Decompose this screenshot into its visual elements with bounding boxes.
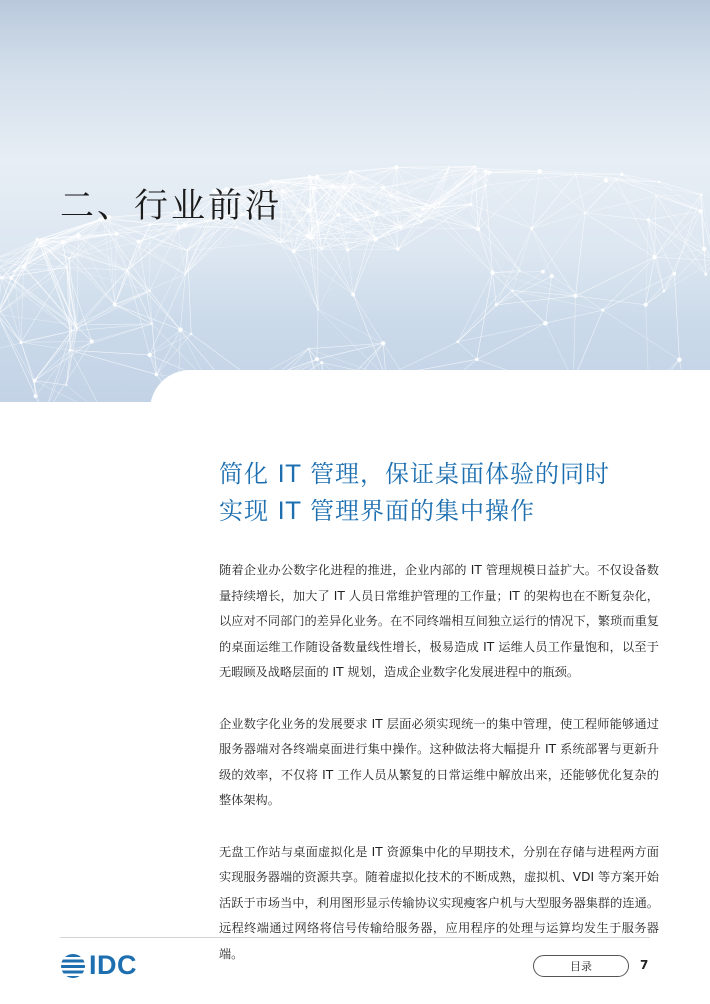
paragraph-1: 随着企业办公数字化进程的推进，企业内部的 IT 管理规模日益扩大。不仅设备数量持续增长，加大了 IT 人员日常维护管理的工作量；IT 的架构也在不断复杂化，以应对不同部门的差异化业务。在不同终端相互间独立运行的情况下，繁琐而重复的桌面运维工作随设备数量线性增长，极易造成 IT 运维人员工作量饱和，以至于无暇顾及战略层面的 IT 规划，造成企业数字化发展进程中的瓶颈。	[219, 563, 659, 679]
network-link	[187, 242, 280, 250]
network-link	[150, 291, 157, 374]
network-link	[2, 278, 75, 325]
network-node	[137, 240, 141, 244]
network-node	[658, 181, 661, 184]
network-node	[113, 302, 117, 306]
network-link	[433, 207, 492, 273]
network-link	[496, 272, 543, 305]
network-link	[77, 270, 127, 329]
idc-logo	[60, 950, 137, 981]
network-link	[35, 350, 70, 380]
network-link	[35, 381, 105, 402]
network-link	[540, 171, 585, 213]
network-node	[421, 208, 424, 211]
network-link	[576, 296, 646, 305]
network-node	[351, 293, 355, 297]
network-link	[656, 196, 706, 274]
toc-button[interactable]: 目录	[533, 955, 629, 977]
network-node	[308, 348, 310, 350]
network-link	[646, 274, 675, 305]
network-node	[615, 178, 617, 180]
network-node	[40, 240, 43, 243]
network-node	[490, 270, 494, 274]
article-body	[219, 456, 659, 993]
network-node	[704, 273, 707, 276]
network-node	[76, 233, 81, 238]
network-link	[576, 174, 585, 213]
network-node	[312, 186, 316, 190]
network-node	[309, 176, 312, 179]
network-node	[315, 357, 319, 361]
network-link	[458, 323, 546, 342]
network-node	[673, 272, 677, 276]
network-link	[646, 291, 664, 305]
paragraph-3: 无盘工作站与桌面虚拟化是 IT 资源集中化的早期技术，分别在存储与进程两方面实现服务器端的资源共享。随着虚拟化技术的不断成熟，虚拟机、VDI 等方案开始活跃于市场当中，利用图形显示传输协议实现瘦客户机与大型服务器集群的连通。远程终端通过网络将信号传输给服务器，应用程序的处理与运算均发生于服务器端。	[219, 844, 659, 961]
network-node	[315, 174, 319, 178]
network-node	[476, 227, 480, 231]
network-node	[699, 209, 703, 213]
network-node	[394, 165, 398, 169]
network-link	[585, 196, 656, 213]
network-link	[348, 250, 353, 295]
network-link	[281, 242, 319, 309]
paragraph-2: 企业数字化业务的发展要求 IT 层面必须实现统一的集中管理，使工程师能够通过服务器端对各终端桌面进行集中操作。这种做法将大幅提升 IT 系统部署与更新升级的效率，不仅将 IT 工作人员从繁复的日常运维中解放出来，还能够优化复杂的整体架构。	[219, 716, 659, 807]
network-node	[65, 384, 67, 386]
network-link	[21, 267, 24, 343]
network-link	[648, 220, 654, 257]
network-node	[34, 394, 38, 398]
network-link	[100, 219, 150, 291]
network-node	[68, 257, 70, 259]
network-link	[353, 239, 376, 295]
network-link	[477, 323, 546, 359]
network-link	[150, 334, 192, 355]
network-link	[322, 249, 398, 250]
network-node	[541, 270, 545, 274]
network-link	[70, 350, 150, 355]
network-node	[647, 218, 650, 221]
network-node	[700, 193, 703, 196]
network-link	[489, 172, 575, 174]
paragraph-list	[219, 558, 659, 967]
network-link	[532, 180, 606, 228]
network-link	[478, 229, 520, 271]
network-node	[437, 202, 440, 205]
idc-globe-icon	[60, 953, 86, 979]
network-node	[69, 349, 72, 352]
network-node	[550, 274, 554, 278]
network-link	[545, 276, 551, 323]
network-link	[648, 220, 704, 249]
network-link	[706, 261, 710, 275]
network-node	[469, 203, 472, 206]
network-link	[353, 295, 385, 377]
network-node	[342, 186, 345, 189]
network-link	[11, 278, 77, 329]
network-node	[448, 166, 450, 168]
network-link	[659, 182, 701, 211]
network-link	[115, 225, 150, 305]
network-node	[151, 323, 153, 325]
network-node	[573, 294, 577, 298]
network-link	[43, 350, 70, 402]
network-link	[655, 257, 664, 291]
network-link	[21, 341, 92, 342]
network-node	[530, 227, 533, 230]
network-node	[620, 173, 623, 176]
network-node	[346, 248, 349, 251]
network-node	[473, 165, 476, 168]
article-title-line-2: 实现 IT 管理界面的集中操作	[219, 497, 535, 525]
network-link	[150, 330, 181, 355]
network-link	[34, 329, 77, 382]
network-node	[90, 339, 94, 343]
network-link	[72, 270, 127, 331]
network-node	[419, 214, 422, 217]
footer-divider	[60, 937, 650, 938]
network-link	[312, 238, 318, 309]
network-node	[353, 183, 355, 185]
network-link	[496, 276, 551, 305]
network-node	[154, 373, 158, 377]
network-link	[0, 314, 34, 381]
network-node	[381, 186, 385, 190]
network-node	[71, 330, 73, 332]
network-link	[318, 309, 385, 376]
network-node	[474, 170, 477, 173]
network-node	[76, 328, 78, 330]
network-link	[655, 211, 701, 257]
network-node	[601, 309, 604, 312]
network-link	[117, 234, 185, 275]
network-link	[70, 350, 104, 402]
network-link	[353, 295, 383, 344]
network-link	[532, 213, 585, 228]
network-link	[496, 296, 575, 305]
network-link	[543, 213, 585, 272]
network-node	[0, 276, 3, 279]
network-link	[0, 314, 75, 325]
network-link	[318, 222, 354, 295]
network-link	[69, 258, 115, 304]
network-node	[184, 273, 186, 275]
network-node	[149, 290, 151, 292]
network-link	[0, 314, 36, 396]
network-node	[373, 237, 378, 242]
network-node	[190, 333, 192, 335]
network-link	[40, 246, 76, 329]
network-link	[77, 236, 79, 329]
network-node	[702, 247, 707, 252]
network-node	[396, 247, 400, 251]
network-link	[674, 274, 679, 360]
network-node	[307, 208, 311, 212]
network-node	[543, 321, 548, 326]
network-link	[458, 273, 493, 342]
network-link	[512, 290, 545, 323]
network-link	[704, 249, 706, 274]
network-node	[280, 242, 282, 244]
network-node	[317, 221, 319, 223]
network-node	[148, 353, 152, 357]
network-node	[575, 173, 577, 175]
network-node	[9, 276, 13, 280]
network-node	[321, 249, 323, 251]
page-number: 7	[640, 958, 649, 972]
network-node	[337, 213, 341, 217]
section-heading: 二、行业前沿	[60, 186, 282, 226]
network-node	[652, 255, 656, 259]
network-node	[19, 341, 22, 344]
network-link	[40, 246, 71, 331]
network-node	[485, 184, 487, 186]
network-node	[66, 267, 68, 269]
network-link	[603, 310, 680, 360]
network-node	[429, 204, 432, 207]
network-link	[478, 229, 512, 291]
network-node	[456, 341, 459, 344]
network-link	[648, 196, 656, 220]
network-node	[178, 327, 183, 332]
network-node	[644, 303, 648, 307]
network-node	[115, 232, 119, 236]
network-link	[43, 341, 92, 402]
network-node	[390, 194, 392, 196]
network-node	[421, 221, 423, 223]
network-link	[115, 270, 127, 304]
network-node	[355, 218, 359, 222]
network-node	[186, 249, 188, 251]
network-node	[677, 357, 682, 362]
network-link	[655, 249, 705, 257]
network-node	[317, 309, 319, 311]
idc-logo-text: IDC	[89, 950, 137, 980]
network-link	[532, 228, 552, 276]
network-link	[545, 310, 602, 323]
network-node	[61, 240, 65, 244]
hero-banner	[0, 0, 710, 402]
network-node	[483, 169, 487, 173]
network-node	[33, 380, 35, 382]
network-node	[584, 212, 586, 214]
network-node	[475, 358, 478, 361]
network-link	[75, 291, 150, 325]
network-link	[237, 228, 281, 243]
network-node	[432, 206, 434, 208]
network-node	[126, 269, 129, 272]
network-link	[318, 309, 383, 343]
article-title	[219, 456, 659, 530]
network-node	[519, 270, 521, 272]
network-link	[458, 271, 520, 342]
network-node	[604, 178, 609, 183]
network-node	[537, 169, 542, 174]
hero-corner-cutout	[150, 370, 710, 402]
network-node	[349, 170, 352, 173]
network-node	[74, 324, 76, 326]
network-link	[70, 324, 152, 350]
network-node	[306, 234, 310, 238]
network-link	[655, 257, 710, 260]
network-link	[66, 329, 76, 385]
network-link	[603, 257, 655, 310]
network-node	[487, 170, 491, 174]
network-node	[655, 195, 657, 197]
network-node	[511, 289, 513, 291]
network-node	[399, 226, 403, 230]
network-node	[320, 361, 323, 364]
network-link	[458, 290, 513, 341]
network-link	[606, 180, 648, 220]
network-node	[292, 249, 296, 253]
network-node	[374, 212, 378, 216]
network-node	[40, 245, 42, 247]
network-link	[433, 207, 478, 229]
network-node	[495, 303, 498, 306]
network-link	[70, 350, 156, 374]
network-link	[156, 330, 180, 375]
network-node	[13, 270, 15, 272]
network-node	[381, 341, 385, 345]
network-node	[22, 264, 26, 268]
network-link	[115, 305, 152, 324]
network-node	[310, 237, 313, 240]
network-node	[663, 290, 666, 293]
article-title-line-1: 简化 IT 管理，保证桌面体验的同时	[219, 460, 610, 488]
network-node	[37, 239, 40, 242]
network-link	[573, 296, 575, 381]
network-link	[512, 290, 602, 310]
network-link	[458, 342, 477, 359]
network-link	[576, 213, 585, 296]
network-node	[330, 184, 335, 189]
network-link	[78, 236, 114, 305]
